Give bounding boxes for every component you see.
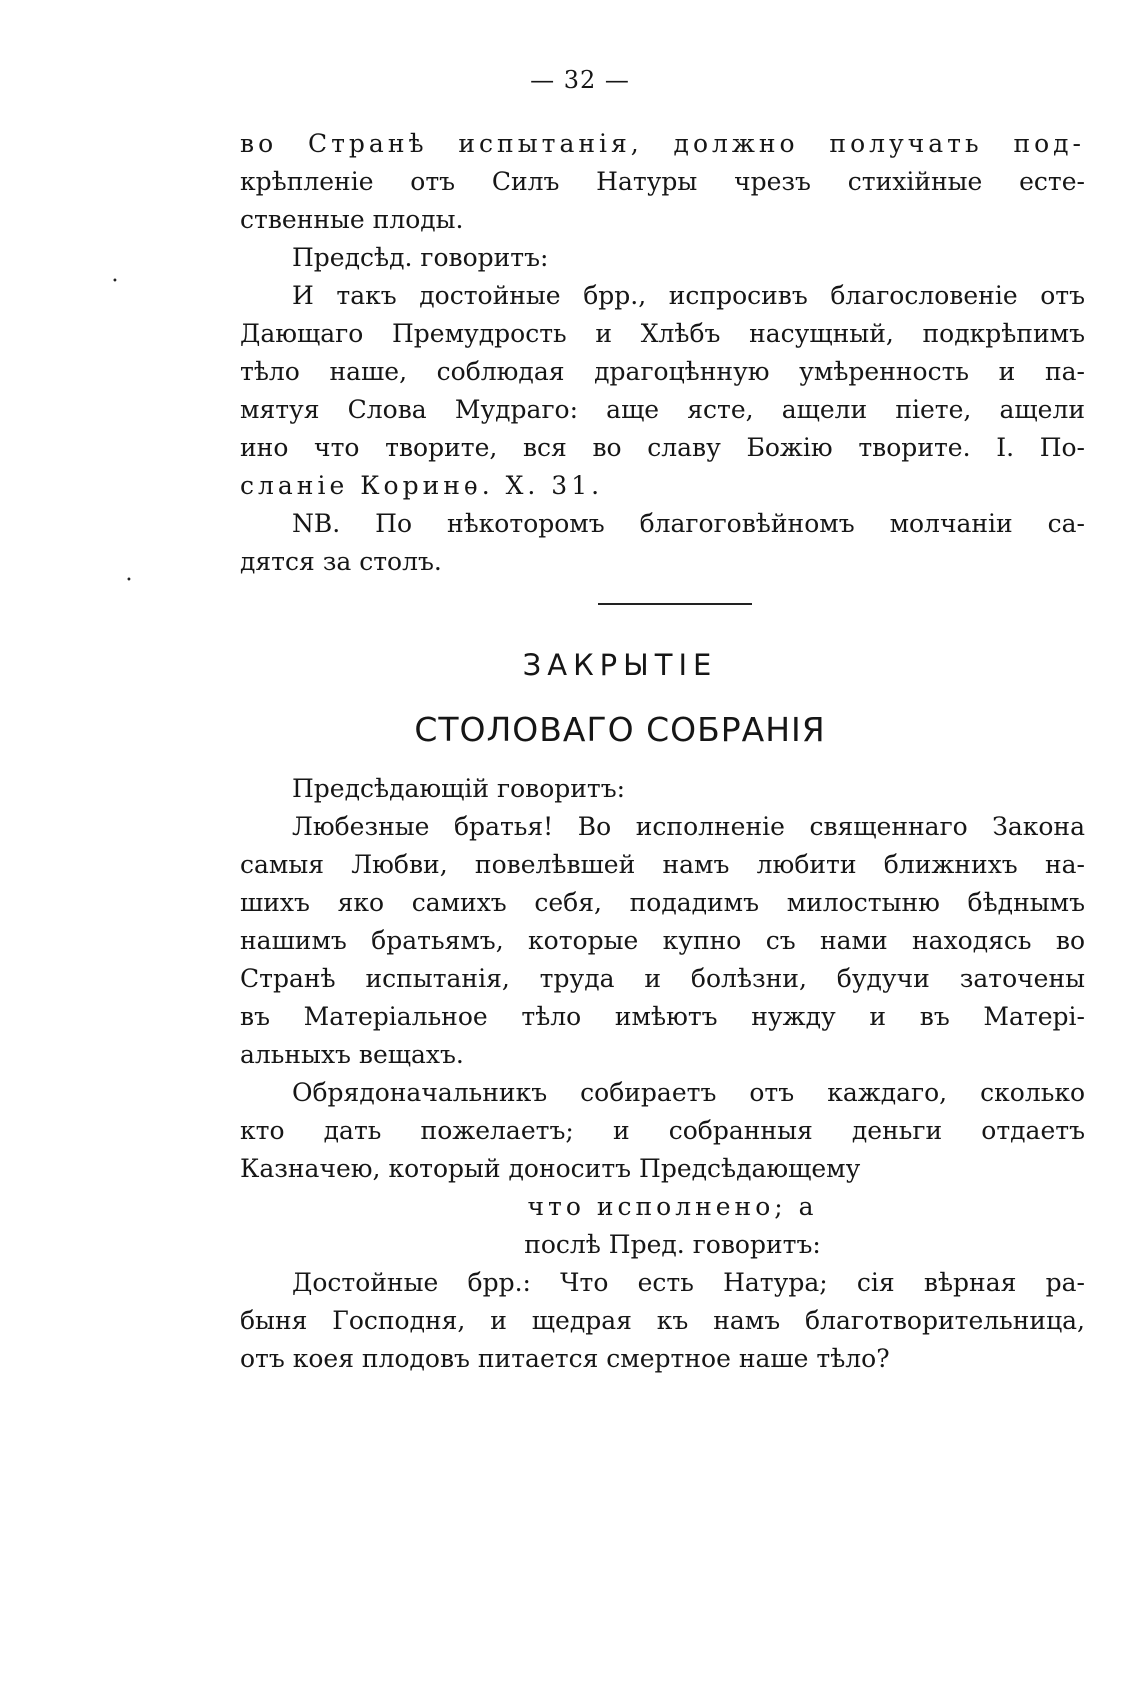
text-block-bottom (240, 770, 1085, 1378)
speaker-line: Предсѣд. говоритъ: (292, 243, 549, 272)
text-line: Любезные братья! Во исполненіе священнаго Закона (292, 812, 1085, 841)
text-line: ственные плоды. (240, 205, 464, 234)
section-title: ЗАКРЫТІЕ (522, 648, 718, 682)
text-line: мятуя Слова Мудраго: аще ясте, ащели піете, ащели (240, 395, 1085, 424)
text-line: Казначею, который доноситъ Предсѣдающему (240, 1154, 861, 1183)
text-line: шихъ яко самихъ себя, подадимъ милостыню бѣднымъ (240, 888, 1085, 917)
margin-dot: • (112, 276, 118, 287)
text-line: Достойные брр.: Что есть Натура; сія вѣрная ра- (292, 1268, 1085, 1297)
text-line: кто дать пожелаетъ; и собранныя деньги отдаетъ (240, 1116, 1085, 1145)
note-line: NB. По нѣкоторомъ благоговѣйномъ молчаніи са- (292, 509, 1085, 538)
text-line: что исполнено; а (527, 1192, 818, 1221)
text-line: въ Матеріальное тѣло имѣютъ нужду и въ Матері- (240, 1002, 1085, 1031)
speaker-line: Предсѣдающій говоритъ: (292, 774, 626, 803)
margin-dot: • (126, 575, 132, 586)
section-divider (598, 603, 752, 605)
text-line: альныхъ вещахъ. (240, 1040, 464, 1069)
text-line: сланіе Коринѳ. X. 31. (240, 471, 604, 500)
text-line: быня Господня, и щедрая къ намъ благотворительница, (240, 1306, 1085, 1335)
text-line: отъ коея плодовъ питается смертное наше тѣло? (240, 1344, 890, 1373)
text-block-top (240, 125, 1085, 581)
text-line: самыя Любви, повелѣвшей намъ любити ближнихъ на- (240, 850, 1085, 879)
page-number: — 32 — (530, 66, 630, 94)
text-line: Странѣ испытанія, труда и болѣзни, будучи заточены (240, 964, 1085, 993)
text-line: Дающаго Премудрость и Хлѣбъ насущный, подкрѣпимъ (240, 319, 1085, 348)
text-line: во Странѣ испытанія, должно получать под- (240, 129, 1085, 158)
text-line: тѣло наше, соблюдая драгоцѣнную умѣренность и па- (240, 357, 1085, 386)
text-line: ино что творите, вся во славу Божію творите. I. По- (240, 433, 1085, 462)
text-line: дятся за столъ. (240, 547, 442, 576)
text-line: нашимъ братьямъ, которые купно съ нами находясь во (240, 926, 1085, 955)
text-line: И такъ достойные брр., испросивъ благословеніе отъ (292, 281, 1085, 310)
speaker-line: послѣ Пред. говоритъ: (524, 1230, 821, 1259)
text-line: Обрядоначальникъ собираетъ отъ каждаго, сколько (292, 1078, 1085, 1107)
section-subtitle: СТОЛОВАГО СОБРАНІЯ (414, 710, 826, 749)
text-line: крѣпленіе отъ Силъ Натуры чрезъ стихійные есте- (240, 167, 1085, 196)
